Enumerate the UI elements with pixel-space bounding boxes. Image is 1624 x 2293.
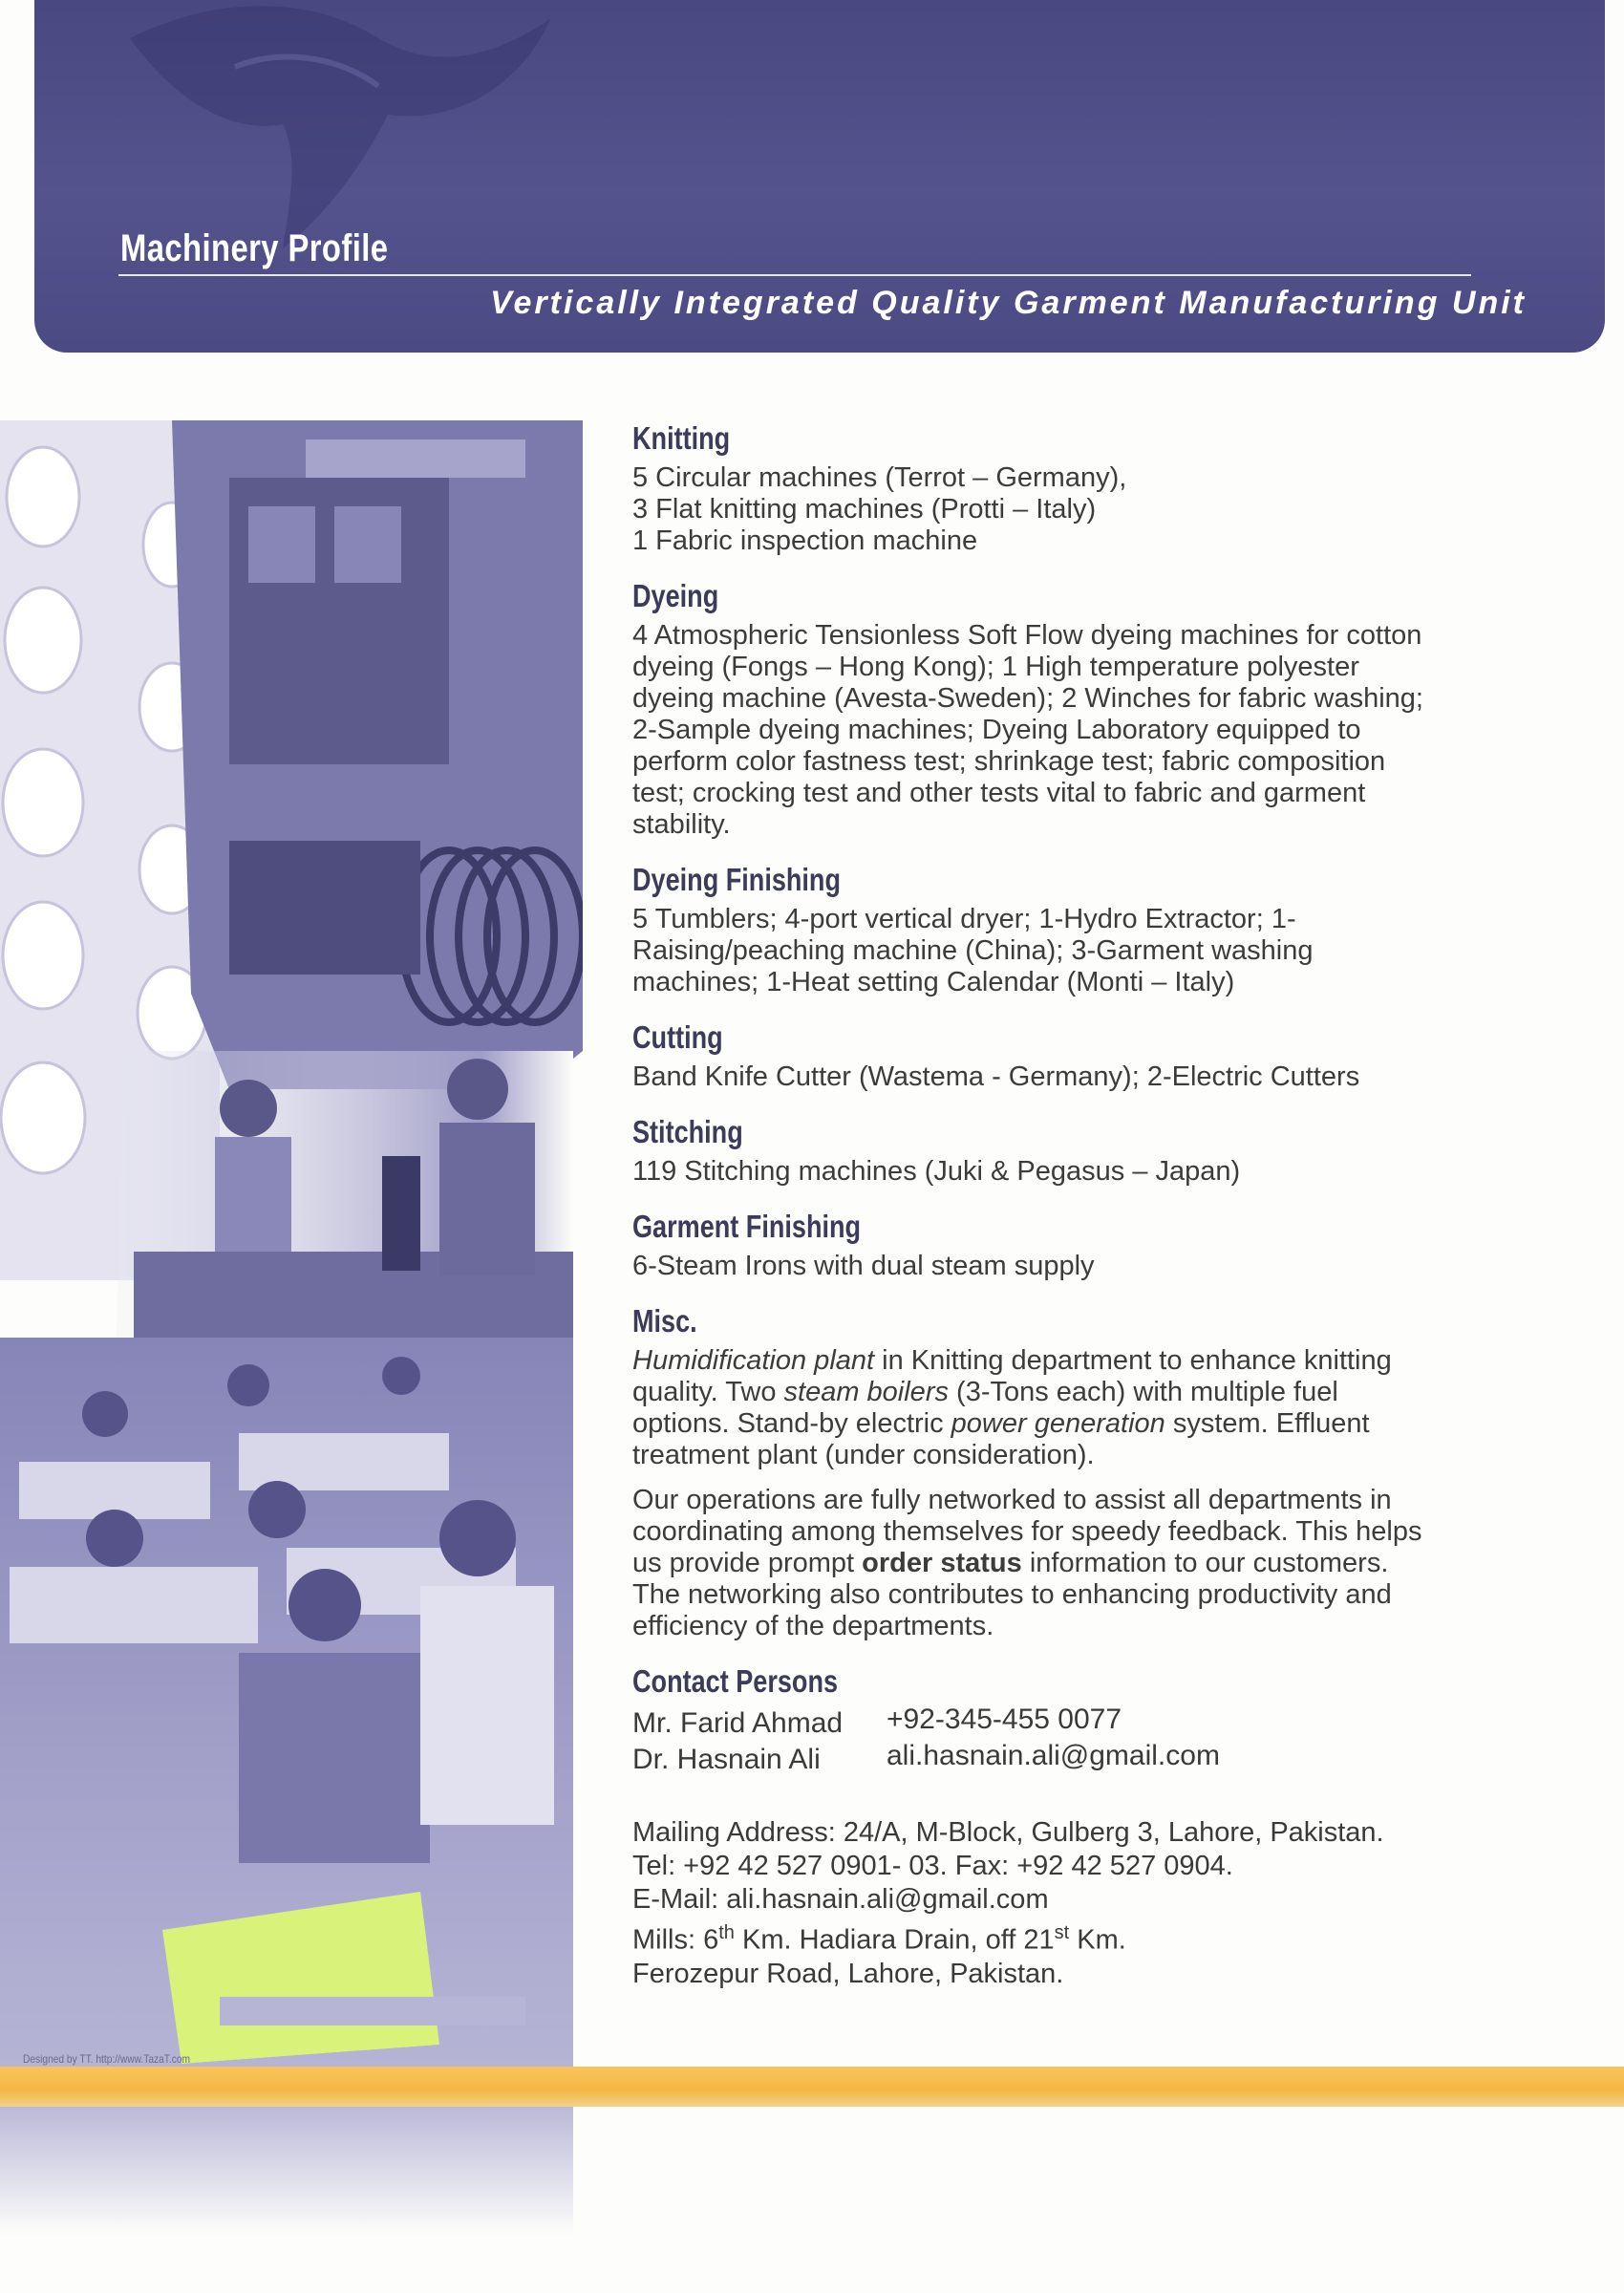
mailing-address-block <box>632 1816 1540 1991</box>
knitting-line: 3 Flat knitting machines (Protti – Italy) <box>632 494 1097 525</box>
misc-line <box>632 1377 1540 1408</box>
dyeing-finishing-line: Raising/peaching machine (China); 3-Garment washing <box>632 935 1314 966</box>
dyeing-line: dyeing (Fongs – Hong Kong); 1 High temperature polyester <box>632 652 1359 682</box>
section-body-garment-finishing <box>632 1251 1540 1282</box>
misc-line <box>632 1408 1540 1440</box>
mills-line-2: Ferozepur Road, Lahore, Pakistan. <box>632 1958 1064 1989</box>
misc-line: The networking also contributes to enhancing productivity and <box>632 1579 1392 1610</box>
misc-line: treatment plant (under consideration). <box>632 1440 1095 1470</box>
mills-text: Km. <box>1069 1924 1126 1956</box>
section-body-dyeing <box>632 620 1540 841</box>
misc-text: us provide prompt <box>632 1548 863 1578</box>
misc-paragraph-2 <box>632 1485 1540 1642</box>
footer-bar <box>0 2067 1624 2107</box>
section-title-dyeing: Dyeing <box>632 578 719 613</box>
contact-values <box>887 1702 1220 1778</box>
misc-line: efficiency of the departments. <box>632 1611 994 1641</box>
misc-text: (3-Tons each) with multiple fuel <box>948 1377 1338 1407</box>
section-title-contacts: Contact Persons <box>632 1663 839 1699</box>
dyeing-line: dyeing machine (Avesta-Sweden); 2 Winches for fabric washing; <box>632 683 1423 714</box>
contact-phone: +92-345-455 0077 <box>887 1704 1122 1735</box>
contact-name: Dr. Hasnain Ali <box>632 1744 821 1775</box>
contact-name: Mr. Farid Ahmad <box>632 1707 844 1739</box>
misc-line: Our operations are fully networked to assist all departments in <box>632 1485 1392 1515</box>
misc-text: options. Stand-by electric <box>632 1408 951 1439</box>
dyeing-finishing-line: machines; 1-Heat setting Calendar (Monti – Italy) <box>632 967 1235 997</box>
power-generation-text: power generation <box>951 1408 1165 1439</box>
email-line: E-Mail: ali.hasnain.ali@gmail.com <box>632 1884 1049 1915</box>
mills-text: Km. Hadiara Drain, off 21 <box>734 1924 1055 1956</box>
mailing-address: Mailing Address: 24/A, M-Block, Gulberg 3, Lahore, Pakistan. <box>632 1817 1384 1848</box>
page-title: Machinery Profile <box>120 227 389 269</box>
garment-finishing-line: 6-Steam Irons with dual steam supply <box>632 1251 1095 1281</box>
tel-fax: Tel: +92 42 527 0901- 03. Fax: +92 42 527 0904. <box>632 1851 1233 1881</box>
misc-text: system. Effluent <box>1165 1408 1370 1439</box>
misc-line <box>632 1345 1540 1377</box>
section-body-knitting <box>632 462 1540 557</box>
knitting-line: 1 Fabric inspection machine <box>632 525 978 556</box>
contact-email: ali.hasnain.ali@gmail.com <box>887 1740 1220 1771</box>
knitting-line: 5 Circular machines (Terrot – Germany), <box>632 462 1127 493</box>
header-divider <box>118 274 1471 276</box>
stitching-line: 119 Stitching machines (Juki & Pegasus – Japan) <box>632 1156 1241 1187</box>
dyeing-line: stability. <box>632 809 731 840</box>
section-title-cutting: Cutting <box>632 1019 723 1055</box>
misc-text: quality. Two <box>632 1377 784 1407</box>
factory-photo-collage <box>0 420 583 2293</box>
mills-sup: th <box>718 1922 735 1943</box>
cutting-line: Band Knife Cutter (Wastema - Germany); 2-Electric Cutters <box>632 1061 1360 1092</box>
misc-text: information to our customers. <box>1021 1548 1389 1578</box>
section-body-cutting <box>632 1061 1540 1093</box>
section-body-dyeing-finishing <box>632 904 1540 998</box>
dyeing-line: perform color fastness test; shrinkage test; fabric composition <box>632 746 1386 777</box>
header-banner <box>34 0 1605 353</box>
misc-line: coordinating among themselves for speedy feedback. This helps <box>632 1516 1422 1547</box>
section-title-knitting: Knitting <box>632 420 731 456</box>
contact-names <box>632 1705 887 1778</box>
machinery-content <box>632 420 1540 1991</box>
steam-boilers-text: steam boilers <box>783 1377 949 1407</box>
designer-credit: Designed by TT. http://www.TazaT.com <box>23 2052 190 2066</box>
section-title-stitching: Stitching <box>632 1114 743 1149</box>
misc-text: in Knitting department to enhance knitting <box>874 1345 1392 1376</box>
section-title-dyeing-finishing: Dyeing Finishing <box>632 862 841 897</box>
mills-text: Mills: 6 <box>632 1924 719 1956</box>
dyeing-line: 2-Sample dyeing machines; Dyeing Laboratory equipped to <box>632 715 1361 745</box>
humidification-text: Humidification plant <box>632 1345 875 1376</box>
mills-sup: st <box>1054 1922 1070 1943</box>
page-subtitle: Vertically Integrated Quality Garment Manufacturing Unit <box>490 285 1527 321</box>
section-body-stitching <box>632 1156 1540 1188</box>
contact-list <box>632 1705 1540 1778</box>
dyeing-finishing-line: 5 Tumblers; 4-port vertical dryer; 1-Hydro Extractor; 1- <box>632 904 1296 934</box>
dyeing-line: test; crocking test and other tests vital to fabric and garment <box>632 778 1366 808</box>
mills-line <box>632 1917 1540 1958</box>
section-title-garment-finishing: Garment Finishing <box>632 1209 862 1244</box>
section-title-misc: Misc. <box>632 1303 697 1339</box>
order-status-text: order status <box>862 1548 1022 1578</box>
misc-paragraph-1 <box>632 1345 1540 1471</box>
dyeing-line: 4 Atmospheric Tensionless Soft Flow dyeing machines for cotton <box>632 620 1422 651</box>
misc-line <box>632 1548 1540 1579</box>
